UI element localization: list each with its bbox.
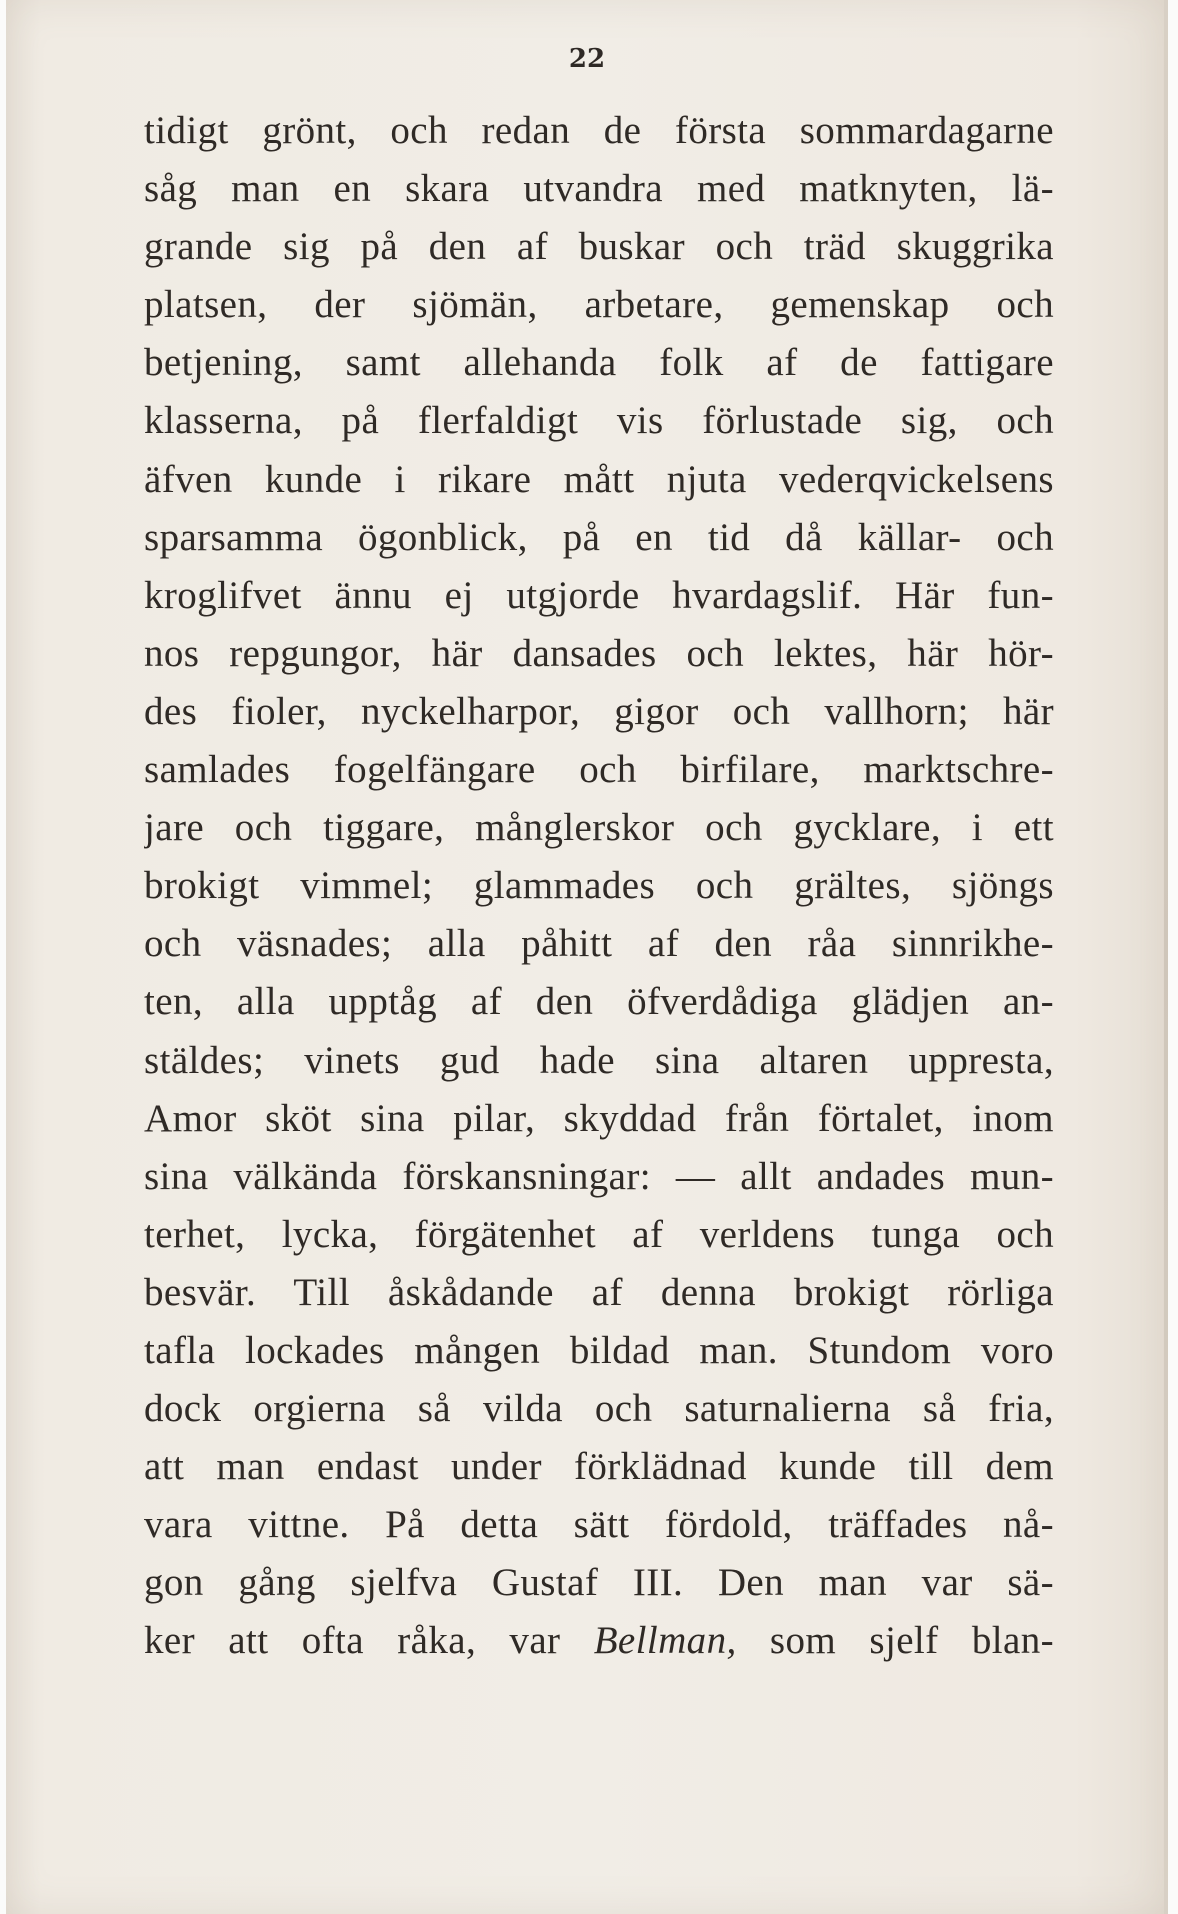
text-line: vara vittne. På detta sätt fördold, träffades nå- xyxy=(144,1503,1054,1547)
page-number: 22 xyxy=(568,44,606,74)
text-line: sina välkända förskansningar: — allt andades mun- xyxy=(144,1154,1054,1198)
page-edge xyxy=(1164,0,1168,1914)
text-line: platsen, der sjömän, arbetare, gemenskap och xyxy=(144,283,1054,327)
text-line: gon gång sjelfva Gustaf III. Den man var sä- xyxy=(144,1561,1054,1605)
text-line: besvär. Till åskådande af denna brokigt rörliga xyxy=(144,1270,1054,1314)
text-line: klasserna, på flerfaldigt vis förlustade sig, och xyxy=(144,399,1054,443)
text-segment: som sjelf blan- xyxy=(736,1619,1054,1663)
text-line: att man endast under förklädnad kunde till dem xyxy=(144,1445,1054,1489)
text-line: tidigt grönt, och redan de första sommardagarne xyxy=(144,109,1054,152)
text-line: Amor sköt sina pilar, skyddad från förtalet, inom xyxy=(144,1096,1054,1140)
text-line: dock orgierna så vilda och saturnalierna så fria, xyxy=(144,1387,1054,1431)
text-line: äfven kunde i rikare mått njuta vederqvickelsens xyxy=(144,457,1054,501)
text-line: jare och tiggare, månglerskor och gycklare, i ett xyxy=(144,806,1054,850)
text-line: des fioler, nyckelharpor, gigor och vallhorn; här xyxy=(144,689,1054,733)
book-page xyxy=(6,0,1168,1914)
text-line: betjening, samt allehanda folk af de fattigare xyxy=(144,341,1054,385)
text-segment: ker att ofta råka, var xyxy=(144,1619,594,1663)
text-line-last xyxy=(144,1612,1054,1670)
text-line: kroglifvet ännu ej utgjorde hvardagslif. Här fun- xyxy=(144,573,1054,617)
text-line: stäldes; vinets gud hade sina altaren uppresta, xyxy=(144,1038,1054,1082)
text-line: och väsnades; alla påhitt af den råa sinnrikhe- xyxy=(144,922,1054,966)
text-line: ten, alla upptåg af den öfverdådiga glädjen an- xyxy=(144,980,1054,1024)
text-line: samlades fogelfängare och birfilare, marktschre- xyxy=(144,748,1054,792)
text-line: såg man en skara utvandra med matknyten, lä- xyxy=(144,167,1054,211)
text-line: sparsamma ögonblick, på en tid då källar- och xyxy=(144,515,1054,559)
body-text xyxy=(144,102,1054,1671)
text-line: tafla lockades mången bildad man. Stundom voro xyxy=(144,1328,1054,1372)
text-line: terhet, lycka, förgätenhet af verldens tunga och xyxy=(144,1212,1054,1256)
text-line: nos repgungor, här dansades och lektes, här hör- xyxy=(144,631,1054,675)
text-line: brokigt vimmel; glammades och grältes, sjöngs xyxy=(144,864,1054,908)
italic-name: Bellman, xyxy=(593,1619,737,1663)
text-line: grande sig på den af buskar och träd skuggrika xyxy=(144,225,1054,269)
